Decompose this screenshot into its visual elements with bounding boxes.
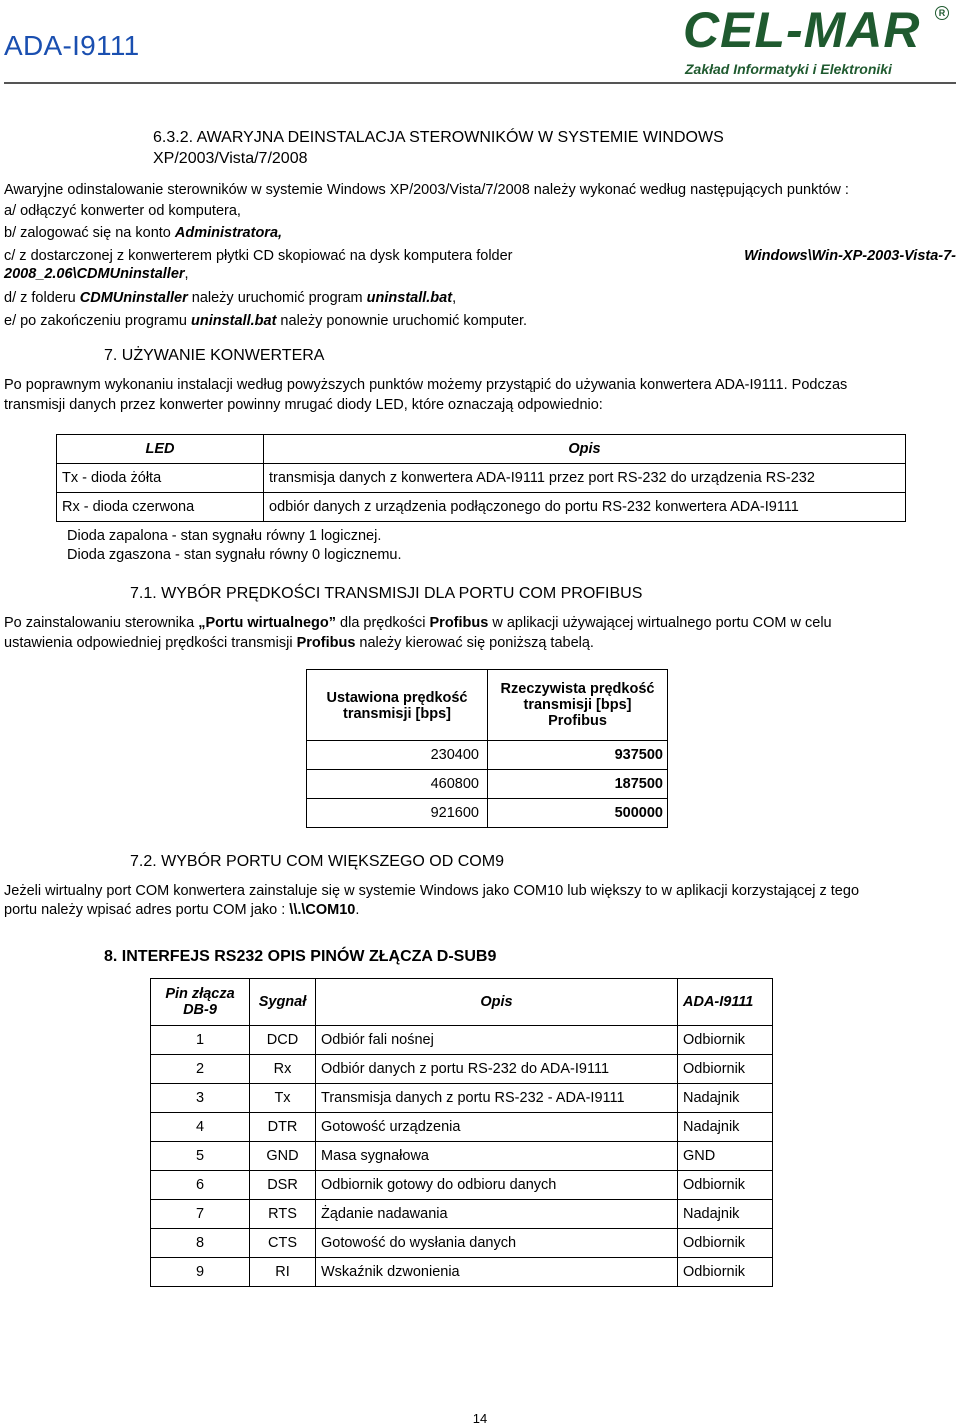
table-row <box>151 1055 773 1084</box>
description-cell: Odbiór danych z portu RS-232 do ADA-I9111 <box>316 1055 678 1084</box>
table-header-row <box>307 670 668 741</box>
com10-address: \\.\COM10 <box>289 902 356 918</box>
pin-cell: 1 <box>151 1026 250 1055</box>
p1-text-e: w aplikacji używającej wirtualnego portu COM w celu <box>488 615 832 631</box>
signal-cell: DSR <box>250 1171 316 1200</box>
real-speed-cell: 500000 <box>488 799 668 828</box>
ada-cell: Odbiornik <box>678 1171 773 1200</box>
step-c-path-part1: Windows\Win-XP-2003-Vista-7- <box>744 248 956 264</box>
description-cell: Wskaźnik dzwonienia <box>316 1258 678 1287</box>
signal-cell: GND <box>250 1142 316 1171</box>
step-d <box>4 290 456 306</box>
p1-virtual-port: „Portu wirtualnego” <box>198 615 336 631</box>
table-row <box>151 1026 773 1055</box>
step-d-folder: CDMUninstaller <box>79 290 188 306</box>
document-title: ADA-I9111 <box>4 30 140 61</box>
step-d-mid: należy uruchomić program <box>187 290 367 306</box>
real-speed-cell: 187500 <box>488 770 668 799</box>
p1-profibus: Profibus <box>429 615 489 631</box>
step-c-line1 <box>4 248 956 264</box>
table-row <box>151 1113 773 1142</box>
signal-cell: Rx <box>250 1055 316 1084</box>
section-7-heading: 7. UŻYWANIE KONWERTERA <box>104 347 325 364</box>
signal-cell: RI <box>250 1258 316 1287</box>
description-cell: Gotowość do wysłania danych <box>316 1229 678 1258</box>
section-632-intro: Awaryjne odinstalowanie sterowników w systemie Windows XP/2003/Vista/7/2008 należy wykonać według następujących punktów : <box>4 182 849 198</box>
step-e-program: uninstall.bat <box>191 313 277 329</box>
led-cell: Rx - dioda czerwona <box>57 493 264 522</box>
section-71-para-line1 <box>4 615 956 631</box>
section-72-heading: 7.2. WYBÓR PORTU COM WIĘKSZEGO OD COM9 <box>130 853 504 870</box>
description-cell: Gotowość urządzenia <box>316 1113 678 1142</box>
ada-cell: GND <box>678 1142 773 1171</box>
led-note-on: Dioda zapalona - stan sygnału równy 1 logicznej. <box>67 528 382 544</box>
table-row <box>57 493 906 522</box>
cel-mar-logo <box>683 4 953 82</box>
table-row <box>151 1258 773 1287</box>
table-row <box>57 464 906 493</box>
step-d-end: , <box>452 290 457 306</box>
signal-cell: DTR <box>250 1113 316 1142</box>
ada-cell: Nadajnik <box>678 1200 773 1229</box>
p1-text-c: dla prędkości <box>336 615 430 631</box>
section-72-line1: Jeżeli wirtualny port COM konwertera zainstaluje się w systemie Windows jako COM10 lub większy to w aplikacji korzystającej z tego <box>4 883 860 899</box>
step-b-account: Administratora, <box>174 225 283 241</box>
table-row <box>151 1229 773 1258</box>
table-row <box>307 741 668 770</box>
pin-cell: 2 <box>151 1055 250 1084</box>
description-cell: Masa sygnałowa <box>316 1142 678 1171</box>
opis-header: Opis <box>264 435 906 464</box>
step-d-program: uninstall.bat <box>366 290 453 306</box>
p2-profibus: Profibus <box>296 635 356 651</box>
table-row <box>307 799 668 828</box>
led-note-off: Dioda zgaszona - stan sygnału równy 0 logicznemu. <box>67 547 402 563</box>
ada-cell: Nadajnik <box>678 1084 773 1113</box>
header-divider <box>4 82 956 84</box>
step-e-text: e/ po zakończeniu programu <box>4 313 191 329</box>
real-speed-header: Rzeczywista prędkość transmisji [bps] Profibus <box>488 670 668 741</box>
pin-cell: 7 <box>151 1200 250 1229</box>
ada-cell: Odbiornik <box>678 1055 773 1084</box>
step-b-text: b/ zalogować się na konto <box>4 225 175 241</box>
page-number: 14 <box>472 1411 488 1426</box>
description-header: Opis <box>316 979 678 1026</box>
description-cell: Transmisja danych z portu RS-232 - ADA-I9111 <box>316 1084 678 1113</box>
logo-subtitle: Zakład Informatyki i Elektroniki <box>685 61 892 77</box>
signal-header: Sygnał <box>250 979 316 1026</box>
description-cell: Odbiór fali nośnej <box>316 1026 678 1055</box>
section-632-heading-line1: 6.3.2. AWARYJNA DEINSTALACJA STEROWNIKÓW W SYSTEMIE WINDOWS <box>153 129 724 146</box>
pin-cell: 3 <box>151 1084 250 1113</box>
section-72-line2 <box>4 902 359 918</box>
step-d-text: d/ z folderu <box>4 290 80 306</box>
section-71-para-line2 <box>4 635 594 651</box>
p2-text-a: ustawienia odpowiedniej prędkości transmisji <box>4 635 297 651</box>
ada-cell: Nadajnik <box>678 1113 773 1142</box>
step-c-end: , <box>184 266 189 282</box>
table-header-row <box>57 435 906 464</box>
table-row <box>151 1084 773 1113</box>
set-speed-cell: 921600 <box>307 799 488 828</box>
table-row <box>151 1142 773 1171</box>
opis-cell: transmisja danych z konwertera ADA-I9111 przez port RS-232 do urządzenia RS-232 <box>264 464 906 493</box>
table-header-row <box>151 979 773 1026</box>
pin-cell: 9 <box>151 1258 250 1287</box>
table-row <box>151 1200 773 1229</box>
profibus-speed-table <box>306 669 668 828</box>
signal-cell: RTS <box>250 1200 316 1229</box>
set-speed-header: Ustawiona prędkość transmisji [bps] <box>307 670 488 741</box>
description-cell: Odbiornik gotowy do odbioru danych <box>316 1171 678 1200</box>
table-row <box>151 1171 773 1200</box>
p1-text-a: Po zainstalowaniu sterownika <box>4 615 199 631</box>
step-c-text: c/ z dostarczonej z konwerterem płytki CD skopiować na dysk komputera folder <box>4 248 513 264</box>
pin-header: Pin złącza DB-9 <box>151 979 250 1026</box>
set-speed-cell: 460800 <box>307 770 488 799</box>
pin-cell: 5 <box>151 1142 250 1171</box>
step-b <box>4 225 282 241</box>
step-e-end: należy ponownie uruchomić komputer. <box>276 313 528 329</box>
step-c-path-part2: 2008_2.06\CDMUninstaller <box>4 266 185 282</box>
section-71-heading: 7.1. WYBÓR PRĘDKOŚCI TRANSMISJI DLA PORTU COM PROFIBUS <box>130 585 643 602</box>
ada-cell: Odbiornik <box>678 1229 773 1258</box>
description-cell: Żądanie nadawania <box>316 1200 678 1229</box>
section-72-line2-end: . <box>355 902 360 918</box>
opis-cell: odbiór danych z urządzenia podłączonego do portu RS-232 konwertera ADA-I9111 <box>264 493 906 522</box>
signal-cell: CTS <box>250 1229 316 1258</box>
signal-cell: Tx <box>250 1084 316 1113</box>
section-8-heading: 8. INTERFEJS RS232 OPIS PINÓW ZŁĄCZA D-SUB9 <box>104 948 497 965</box>
pin-cell: 4 <box>151 1113 250 1142</box>
pin-cell: 6 <box>151 1171 250 1200</box>
step-c-line2 <box>4 266 189 282</box>
section-7-para-line2: transmisji danych przez konwerter powinny mrugać diody LED, które oznaczają odpowiednio: <box>4 397 603 413</box>
step-a: a/ odłączyć konwerter od komputera, <box>4 203 241 219</box>
logo-wordmark: CEL-MAR <box>683 2 921 58</box>
ada-header: ADA-I9111 <box>678 979 773 1026</box>
section-7-para-line1: Po poprawnym wykonaniu instalacji według powyższych punktów możemy przystąpić do używania konwertera ADA-I9111. Podczas <box>4 377 848 393</box>
registered-mark-icon: R <box>935 6 949 20</box>
real-speed-cell: 937500 <box>488 741 668 770</box>
section-72-line2-text: portu należy wpisać adres portu COM jako : <box>4 902 290 918</box>
step-e <box>4 313 527 329</box>
section-632-heading-line2: XP/2003/Vista/7/2008 <box>153 150 308 167</box>
p2-text-c: należy kierować się poniższą tabelą. <box>355 635 594 651</box>
signal-cell: DCD <box>250 1026 316 1055</box>
table-row <box>307 770 668 799</box>
led-header: LED <box>57 435 264 464</box>
ada-cell: Odbiornik <box>678 1026 773 1055</box>
set-speed-cell: 230400 <box>307 741 488 770</box>
led-table <box>56 434 906 522</box>
led-cell: Tx - dioda żółta <box>57 464 264 493</box>
pin-cell: 8 <box>151 1229 250 1258</box>
pin-table <box>150 978 773 1287</box>
ada-cell: Odbiornik <box>678 1258 773 1287</box>
